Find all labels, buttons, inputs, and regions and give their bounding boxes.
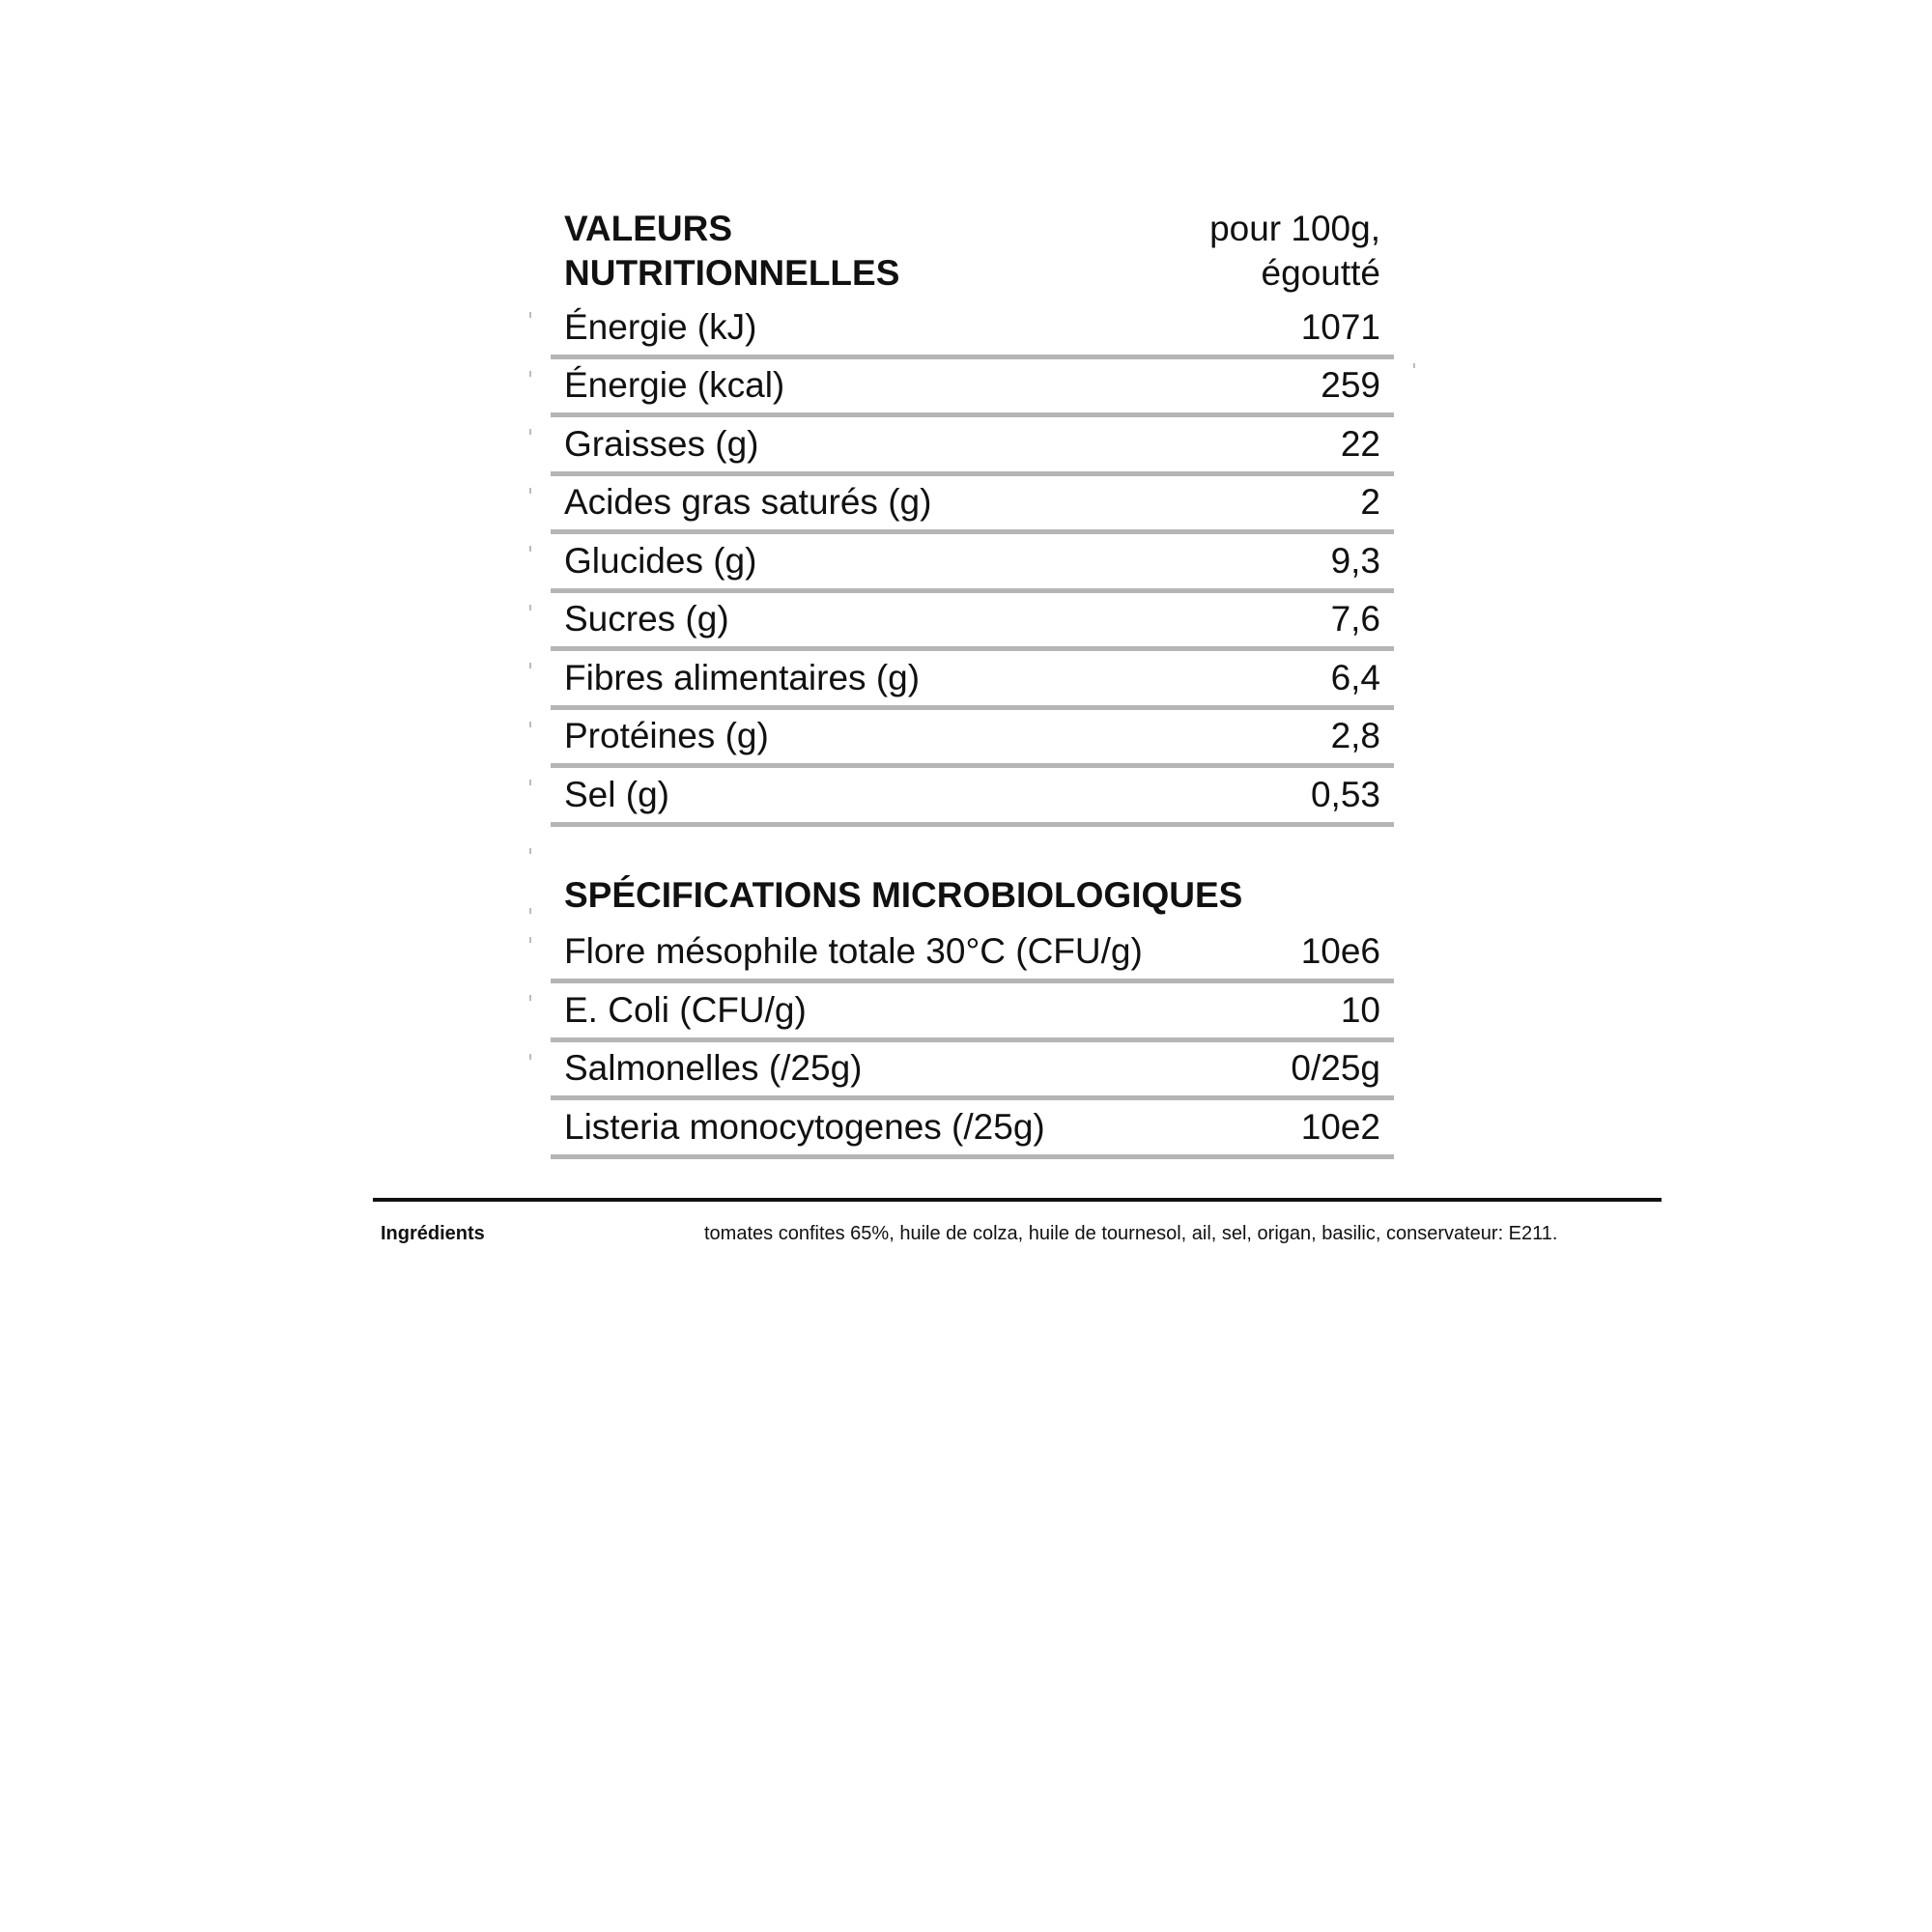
section-divider — [373, 1198, 1662, 1202]
nutrition-table — [551, 207, 1394, 1159]
margin-tick — [529, 908, 531, 914]
table-row — [551, 768, 1394, 827]
ingredients-row — [381, 1222, 1662, 1245]
row-label: Sucres (g) — [564, 599, 729, 639]
nutrition-title: VALEURS NUTRITIONNELLES — [564, 209, 900, 293]
row-label: Acides gras saturés (g) — [564, 482, 932, 523]
table-row — [551, 1100, 1394, 1159]
margin-tick — [529, 429, 531, 435]
stray-mark — [1413, 363, 1415, 368]
row-value: 259 — [1321, 365, 1380, 406]
ingredients-label: Ingrédients — [381, 1223, 485, 1244]
row-value: 1071 — [1300, 306, 1380, 347]
margin-tick — [529, 1054, 531, 1060]
margin-tick — [529, 722, 531, 727]
margin-tick — [529, 995, 531, 1001]
row-value: 2,8 — [1330, 716, 1380, 756]
row-value: 0,53 — [1310, 774, 1380, 814]
row-value: 7,6 — [1330, 599, 1380, 639]
table-row — [551, 300, 1394, 359]
margin-tick — [529, 937, 531, 943]
table-row — [551, 925, 1394, 984]
row-label: Salmonelles (/25g) — [564, 1048, 863, 1089]
row-label: Sel (g) — [564, 774, 669, 814]
nutrition-unit: pour 100g, égoutté — [1209, 209, 1380, 293]
row-label: Listeria monocytogenes (/25g) — [564, 1106, 1045, 1147]
row-value: 10 — [1340, 989, 1380, 1030]
micro-title-text: SPÉCIFICATIONS MICROBIOLOGIQUES — [564, 874, 1243, 915]
table-row — [551, 476, 1394, 535]
margin-tick — [529, 371, 531, 377]
nutrition-header — [551, 207, 1394, 300]
row-value: 6,4 — [1330, 657, 1380, 697]
micro-title — [551, 866, 1394, 925]
row-label: Énergie (kJ) — [564, 306, 757, 347]
row-value: 2 — [1360, 482, 1380, 523]
row-value: 22 — [1340, 423, 1380, 464]
table-row — [551, 359, 1394, 418]
table-row — [551, 417, 1394, 476]
row-value: 9,3 — [1330, 540, 1380, 581]
row-value: 0/25g — [1291, 1048, 1380, 1089]
table-row — [551, 534, 1394, 593]
table-row — [551, 593, 1394, 652]
row-label: Énergie (kcal) — [564, 365, 785, 406]
margin-tick — [529, 605, 531, 611]
table-row — [551, 1042, 1394, 1101]
margin-tick — [529, 312, 531, 318]
margin-tick — [529, 663, 531, 668]
row-label: Fibres alimentaires (g) — [564, 657, 921, 697]
table-row — [551, 651, 1394, 710]
section-gap — [551, 827, 1394, 866]
ingredients-text: tomates confites 65%, huile de colza, huile de tournesol, ail, sel, origan, basilic, conservateur: E211. — [704, 1223, 1558, 1244]
row-value: 10e2 — [1300, 1106, 1380, 1147]
table-row — [551, 710, 1394, 769]
row-label: Protéines (g) — [564, 716, 769, 756]
row-label: Glucides (g) — [564, 540, 757, 581]
margin-tick — [529, 848, 531, 854]
row-label: E. Coli (CFU/g) — [564, 989, 807, 1030]
table-row — [551, 983, 1394, 1042]
row-label: Flore mésophile totale 30°C (CFU/g) — [564, 931, 1143, 972]
row-label: Graisses (g) — [564, 423, 759, 464]
margin-tick — [529, 780, 531, 785]
margin-tick — [529, 546, 531, 552]
margin-tick — [529, 488, 531, 494]
row-value: 10e6 — [1300, 931, 1380, 972]
